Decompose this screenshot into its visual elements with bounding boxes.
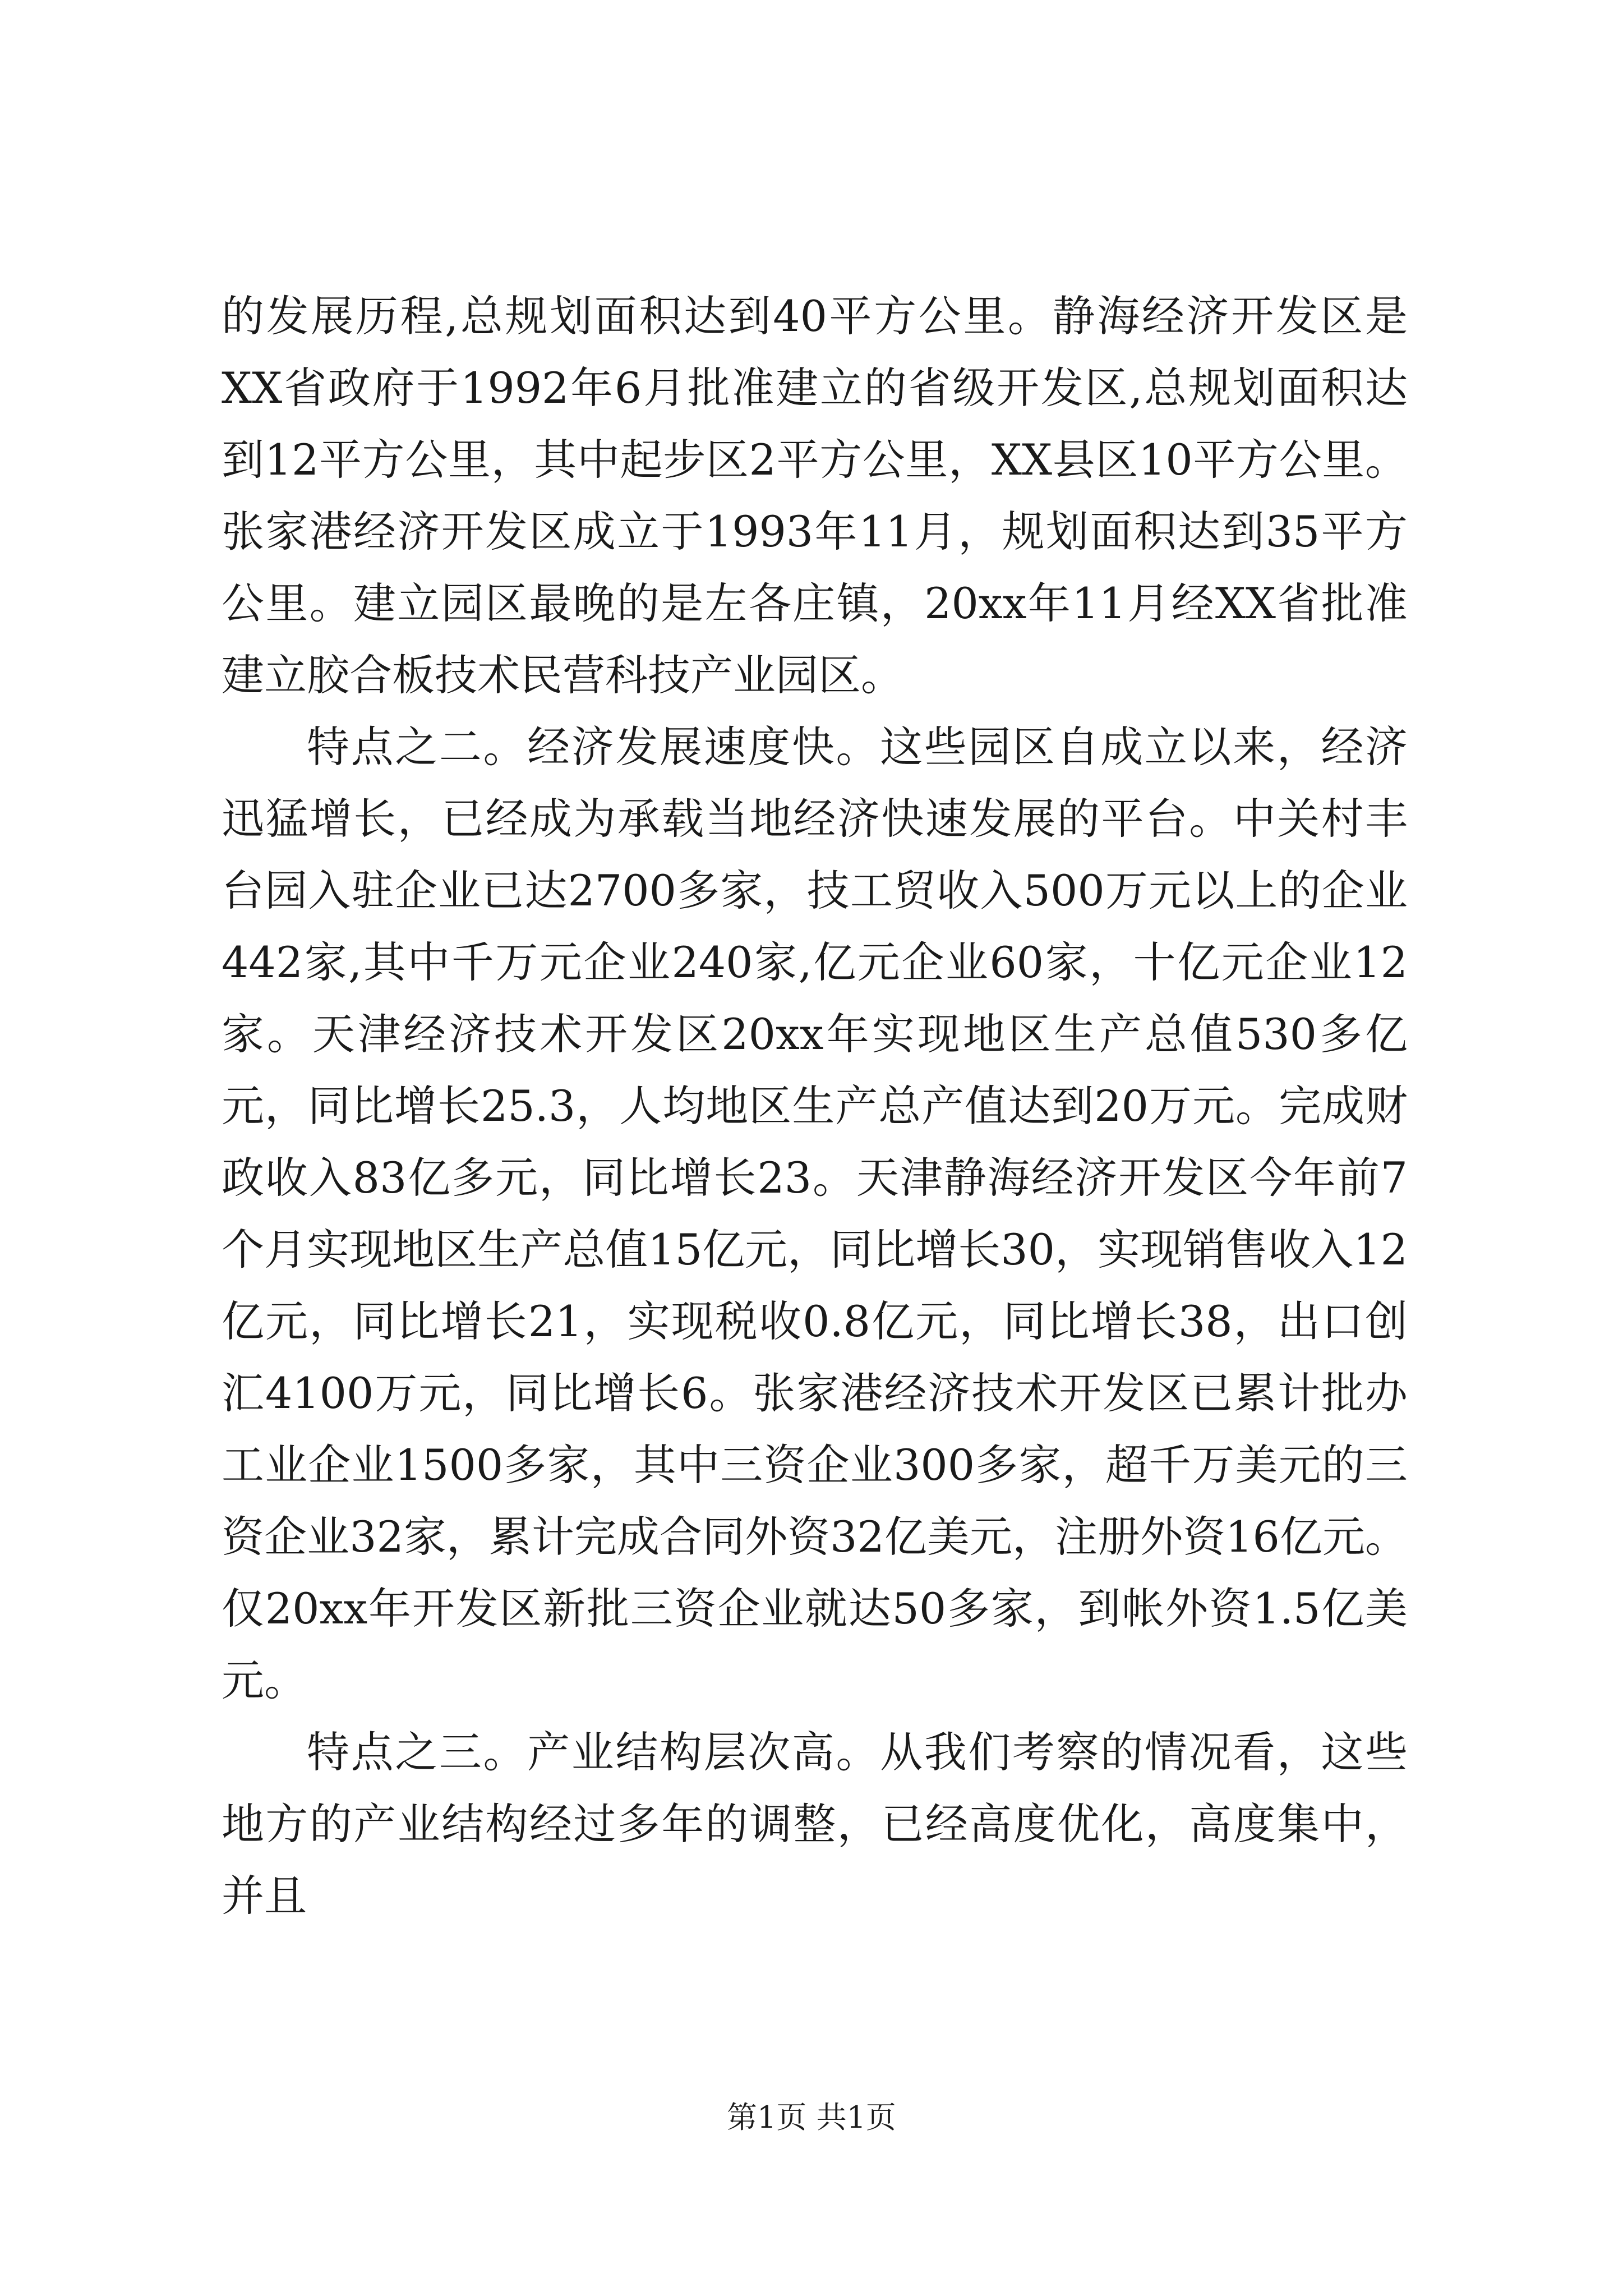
document-body [222, 280, 1408, 1932]
page-number-label: 第1页 共1页 [727, 2100, 896, 2135]
paragraph-1: 的发展历程,总规划面积达到40平方公里。静海经济开发区是XX省政府于1992年6月批准建立的省级开发区,总规划面积达到12平方公里，其中起步区2平方公里，XX县区10平方公里。张家港经济开发区成立于1993年11月，规划面积达到35平方公里。建立园区最晚的是左各庄镇，20xx年11月经XX省批准建立胶合板技术民营科技产业园区。 [222, 291, 1408, 700]
paragraph-2: 特点之二。经济发展速度快。这些园区自成立以来，经济迅猛增长，已经成为承载当地经济快速发展的平台。中关村丰台园入驻企业已达2700多家，技工贸收入500万元以上的企业442家,其中千万元企业240家,亿元企业60家，十亿元企业12家。天津经济技术开发区20xx年实现地区生产总值530多亿元，同比增长25.3，人均地区生产总产值达到20万元。完成财政收入83亿多元，同比增长23。天津静海经济开发区今年前7个月实现地区生产总值15亿元，同比增长30，实现销售收入12亿元，同比增长21，实现税收0.8亿元，同比增长38，出口创汇4100万元，同比增长6。张家港经济技术开发区已累计批办工业企业1500多家，其中三资企业300多家，超千万美元的三资企业32家，累计完成合同外资32亿美元，注册外资16亿元。仅20xx年开发区新批三资企业就达50多家，到帐外资1.5亿美元。 [222, 722, 1408, 1705]
paragraph-3: 特点之三。产业结构层次高。从我们考察的情况看，这些地方的产业结构经过多年的调整，已经高度优化，高度集中，并且 [222, 1727, 1408, 1921]
page-footer [0, 2098, 1623, 2137]
